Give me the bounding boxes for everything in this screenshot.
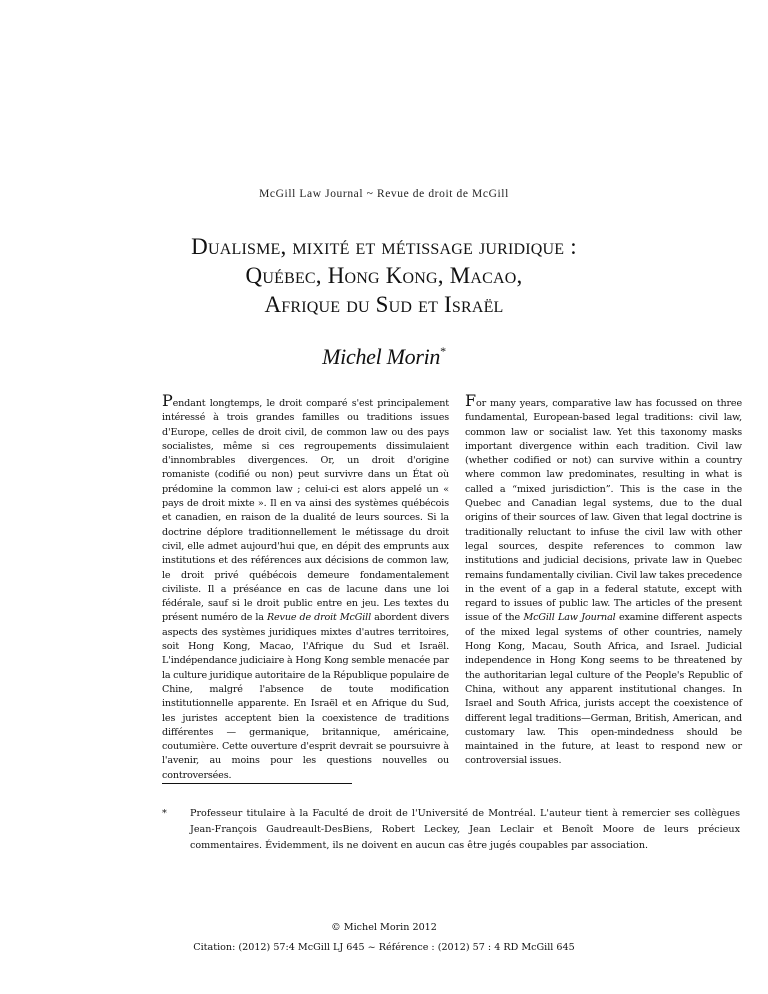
abstract-en-lead: or many years, comparative law has focussed on three fundamental, European-based legal traditions: civil law, common law or socialist law. Yet this taxonomy masks important divergence within each tradition. Civil law (whether codified or not) can survive within a country where common law predominates, resulting in what is called a “mixed jurisdiction”. This is the case in the Quebec and Canadian legal systems, due to the dual origins of their sources of law. Given that legal doctrine is traditionally reluctant to infuse the civil law with other legal sources, despite references to common law institutions and judicial decisions, private law in Quebec remains fundamentally civilian. Civil law takes precedence in the event of a gap in a federal statute, except with regard to issues of public law. The articles of the present issue of the xyxy=(465,398,742,624)
abstract-fr-dropcap: P xyxy=(162,391,173,410)
abstract-fr-journal-name: Revue de droit McGill xyxy=(266,612,372,624)
abstract-en-rest: examine different aspects of the mixed legal systems of other countries, namely Hong Kong, Macau, South Africa, and Israel. Judicial independence in Hong Kong seems to be threatened by the authoritarian legal culture of the People's Republic of China, without any apparent institutional changes. In Israel and South Africa, jurists accept the coexistence of different legal traditions—German, British, American, and customary law. This open-mindedness should be maintained in the future, at least to respond new or controversial issues. xyxy=(465,612,742,767)
footnote-marker: * xyxy=(162,808,167,819)
abstract-en-journal-name: McGill Law Journal xyxy=(523,612,616,624)
title-line-2 xyxy=(0,261,768,290)
footnote-divider xyxy=(162,783,352,784)
title-line-1 xyxy=(0,232,768,261)
footnote-text: Professeur titulaire à la Faculté de droit de l'Université de Montréal. L'auteur tient à remercier ses collègues Jean-François Gaudreault-DesBiens, Robert Leckey, Jean Leclair et Benoît Moore de leurs précieux commentaires. Évidemment, ils ne doivent en aucun cas être jugés coupables par association. xyxy=(190,808,740,851)
title-line-2-text: Québec, Hong Kong, Macao, xyxy=(245,263,523,288)
abstract-english xyxy=(465,391,742,769)
title-line-3 xyxy=(0,290,768,319)
author-name: Michel Morin xyxy=(322,344,441,369)
abstract-fr-lead: endant longtemps, le droit comparé s'est principalement intéressé à trois grandes familles ou traditions issues d'Europe, celles de droit civil, de common law ou des pays socialistes, même si ces regroupements dissimulaient d'innombrables divergences. Or, un droit d'origine romaniste (codifié ou non) peut survivre dans un État où prédomine la common law ; celui-ci est alors appelé un « pays de droit mixte ». Il en va ainsi des systèmes québécois et canadien, en raison de la dualité de leurs sources. Si la doctrine déplore traditionnellement le métissage du droit civil, elle admet aujourd'hui que, en dépit des emprunts aux institutions et des références aux décisions de common law, le droit privé québécois demeure fondamentalement civiliste. Il a préséance en cas de lacune dans une loi fédérale, sauf si le droit public entre en jeu. Les textes du présent numéro de la xyxy=(162,398,449,624)
abstract-en-dropcap: F xyxy=(465,391,476,410)
author-footnote-marker: * xyxy=(440,344,446,358)
author-byline xyxy=(0,344,768,370)
title-line-1-text: Dualisme, mixité et métissage juridique : xyxy=(191,234,577,259)
title-line-3-text: Afrique du Sud et Israël xyxy=(264,292,504,317)
article-title xyxy=(0,232,768,319)
journal-header: McGill Law Journal ~ Revue de droit de McGill xyxy=(259,188,509,200)
copyright-line: © Michel Morin 2012 xyxy=(331,922,437,933)
citation-line: Citation: (2012) 57:4 McGill LJ 645 ~ Référence : (2012) 57 : 4 RD McGill 645 xyxy=(193,942,575,953)
abstract-fr-rest: abordent divers aspects des systèmes juridiques mixtes d'autres territoires, soit Hong Kong, Macao, l'Afrique du Sud et Israël. L'indépendance judiciaire à Hong Kong semble menacée par la culture juridique autoritaire de la République populaire de Chine, malgré l'absence de toute modification institutionnelle apparente. En Israël et en Afrique du Sud, les juristes acceptent bien la coexistence de traditions différentes — germanique, britannique, américaine, coutumière. Cette ouverture d'esprit devrait se poursuivre à l'avenir, au moins pour les questions nouvelles ou controversées. xyxy=(162,612,449,781)
abstract-french xyxy=(162,391,449,783)
author-footnote xyxy=(162,806,740,854)
